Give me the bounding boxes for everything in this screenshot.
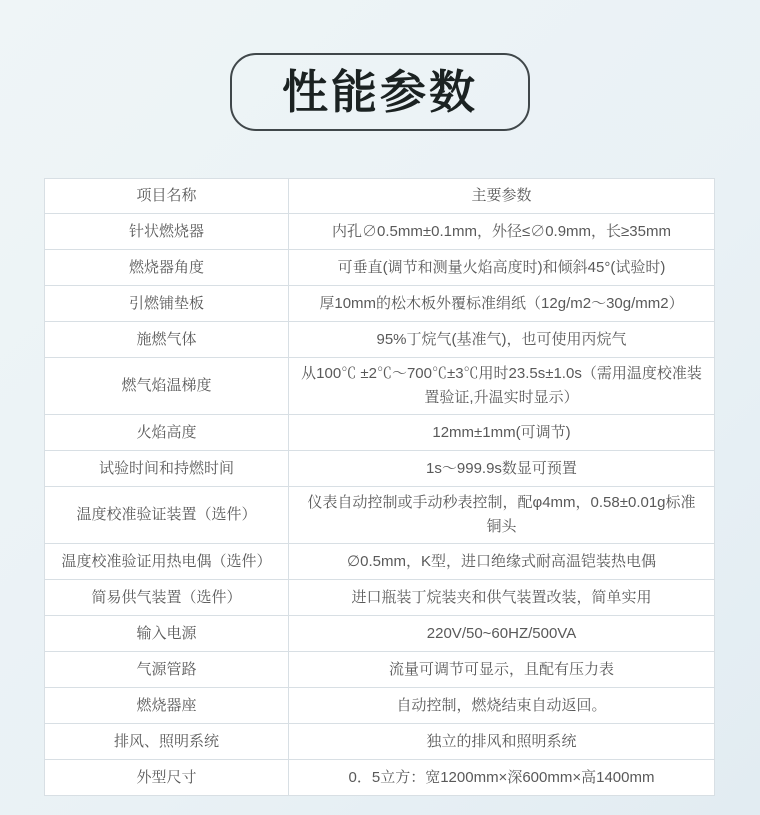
table-row: [45, 358, 715, 415]
row-item-value: 从100℃ ±2℃～700℃±3℃用时23.5s±1.0s（需用温度校准装置验证,升温实时显示）: [289, 358, 715, 415]
row-item-value: 内孔∅0.5mm±0.1mm，外径≤∅0.9mm，长≥35mm: [289, 214, 715, 250]
row-item-value: 仪表自动控制或手动秒表控制，配φ4mm，0.58±0.01g标准铜头: [289, 487, 715, 544]
table-row: [45, 544, 715, 580]
table-row: [45, 322, 715, 358]
table-row: [45, 724, 715, 760]
row-item-value: 0．5立方：宽1200mm×深600mm×高1400mm: [289, 760, 715, 796]
row-item-name: 燃烧器角度: [45, 250, 289, 286]
table-row: [45, 286, 715, 322]
column-header-main-params: 主要参数: [289, 179, 715, 214]
table-row: [45, 616, 715, 652]
table-row: [45, 760, 715, 796]
column-header-item-name: 项目名称: [45, 179, 289, 214]
row-item-name: 施燃气体: [45, 322, 289, 358]
table-row: [45, 415, 715, 451]
table-header-row: [45, 179, 715, 214]
table-row: [45, 250, 715, 286]
row-item-name: 输入电源: [45, 616, 289, 652]
row-item-value: 220V/50~60HZ/500VA: [289, 616, 715, 652]
row-item-value: 12mm±1mm(可调节): [289, 415, 715, 451]
row-item-name: 引燃铺垫板: [45, 286, 289, 322]
table-row: [45, 451, 715, 487]
row-item-name: 简易供气装置（选件）: [45, 580, 289, 616]
row-item-value: 流量可调节可显示，且配有压力表: [289, 652, 715, 688]
row-item-value: ∅0.5mm，K型，进口绝缘式耐高温铠装热电偶: [289, 544, 715, 580]
table-row: [45, 487, 715, 544]
row-item-value: 可垂直(调节和测量火焰高度时)和倾斜45°(试验时): [289, 250, 715, 286]
table-row: [45, 688, 715, 724]
table-row: [45, 652, 715, 688]
table-row: [45, 580, 715, 616]
row-item-value: 厚10mm的松木板外覆标准绢纸（12g/m2～30g/mm2）: [289, 286, 715, 322]
page-title: 性能参数: [282, 66, 478, 118]
row-item-name: 外型尺寸: [45, 760, 289, 796]
row-item-name: 燃烧器座: [45, 688, 289, 724]
row-item-value: 独立的排风和照明系统: [289, 724, 715, 760]
row-item-name: 气源管路: [45, 652, 289, 688]
row-item-value: 进口瓶装丁烷装夹和供气装置改装，简单实用: [289, 580, 715, 616]
page-title-box: [230, 53, 530, 131]
row-item-name: 温度校准验证用热电偶（选件）: [45, 544, 289, 580]
spec-table: [44, 178, 715, 796]
row-item-name: 火焰高度: [45, 415, 289, 451]
row-item-name: 排风、照明系统: [45, 724, 289, 760]
row-item-name: 针状燃烧器: [45, 214, 289, 250]
row-item-name: 温度校准验证装置（选件）: [45, 487, 289, 544]
row-item-name: 燃气焰温梯度: [45, 358, 289, 415]
table-row: [45, 214, 715, 250]
row-item-value: 95%丁烷气(基准气)，也可使用丙烷气: [289, 322, 715, 358]
row-item-value: 自动控制，燃烧结束自动返回。: [289, 688, 715, 724]
row-item-value: 1s～999.9s数显可预置: [289, 451, 715, 487]
row-item-name: 试验时间和持燃时间: [45, 451, 289, 487]
